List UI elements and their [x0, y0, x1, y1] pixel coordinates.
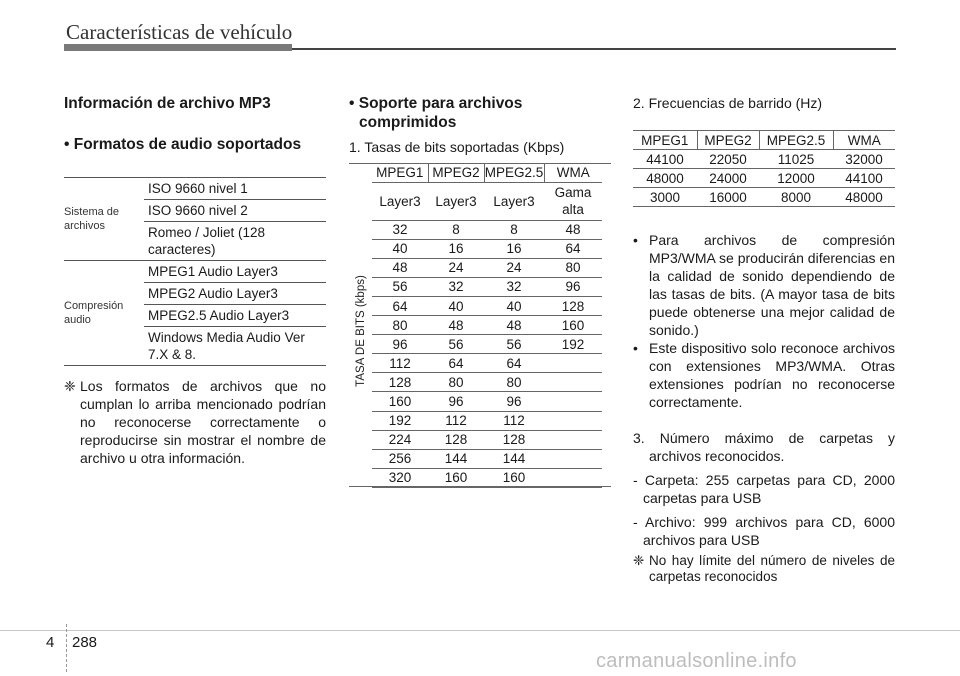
- watermark-text: carmanualsonline.info: [596, 650, 797, 672]
- table-cell: 96: [484, 392, 544, 411]
- table-cell: 224: [372, 430, 428, 449]
- table-cell: 24000: [697, 169, 759, 188]
- footer-rule: [0, 630, 960, 631]
- table-row: [372, 392, 602, 411]
- table-cell: MPEG2 Audio Layer3: [144, 283, 326, 305]
- bullet-mark: •: [633, 340, 638, 356]
- table-row: [633, 188, 895, 207]
- table-cell: Windows Media Audio Ver 7.X & 8.: [144, 327, 326, 366]
- page-number: 288: [72, 634, 98, 651]
- table-row: [372, 258, 602, 277]
- table-cell: [544, 392, 602, 411]
- right-item2: 2. Frecuencias de barrido (Hz): [633, 95, 823, 111]
- section-heading-cont: comprimidos: [359, 114, 457, 131]
- table-row: [372, 239, 602, 258]
- table-cell: 192: [372, 411, 428, 430]
- table-cell: 64: [484, 354, 544, 373]
- table-row: [372, 316, 602, 335]
- table-cell: 80: [428, 373, 484, 392]
- table-cell: ISO 9660 nivel 2: [144, 200, 326, 222]
- section-heading: • Soporte para archivos: [349, 95, 523, 112]
- table-cell: [544, 430, 602, 449]
- category-file-system: Sistema de archivos: [64, 178, 144, 261]
- table-cell: MPEG1 Audio Layer3: [144, 261, 326, 283]
- table-cell: 16: [484, 239, 544, 258]
- note-mark: ❈: [633, 553, 645, 568]
- table-cell: 160: [544, 316, 602, 335]
- table-cell: [544, 354, 602, 373]
- table-cell: 80: [372, 316, 428, 335]
- table-row: [633, 169, 895, 188]
- table-cell: 64: [372, 296, 428, 315]
- footer-divider: [66, 624, 67, 672]
- page-header-title: Características de vehículo: [66, 20, 293, 44]
- section-heading: Información de archivo MP3: [64, 95, 271, 112]
- table-cell: 96: [428, 392, 484, 411]
- table-cell: 192: [544, 335, 602, 354]
- table-cell: 40: [372, 239, 428, 258]
- table-row: [372, 468, 602, 487]
- side-label: TASA DE BITS (kbps): [355, 275, 367, 387]
- note-text: Los formatos de archivos que no cumplan lo arriba mencionado podrían no reconocerse correctamente o reproducirse sin mostrar el nombre de archivo u otra información.: [80, 378, 326, 466]
- table-cell: 56: [484, 335, 544, 354]
- table-cell: 32: [428, 277, 484, 296]
- table-cell: 112: [484, 411, 544, 430]
- column-header: MPEG2: [428, 163, 484, 182]
- table-cell: 128: [428, 430, 484, 449]
- table-subheader-row: [372, 182, 602, 220]
- table-cell: ISO 9660 nivel 1: [144, 178, 326, 200]
- table-cell: 64: [544, 239, 602, 258]
- table-row: [372, 411, 602, 430]
- table-rule: [349, 486, 611, 487]
- numbered-item: [633, 429, 895, 465]
- table-cell: 144: [428, 449, 484, 468]
- table-cell: 32: [372, 220, 428, 239]
- table-row: [633, 150, 895, 169]
- table-row: [372, 335, 602, 354]
- category-audio-compression: Compresión audio: [64, 261, 144, 366]
- table-cell: 80: [544, 258, 602, 277]
- table-row: [372, 354, 602, 373]
- column-subheader: Layer3: [372, 182, 428, 220]
- table-header-row: [372, 163, 602, 182]
- table-cell: 320: [372, 468, 428, 487]
- table-cell: 112: [372, 354, 428, 373]
- table-cell: [544, 449, 602, 468]
- table-row: [372, 296, 602, 315]
- column-subheader: Layer3: [428, 182, 484, 220]
- table-cell: 16: [428, 239, 484, 258]
- table-cell: 44100: [633, 150, 697, 169]
- column-header: WMA: [544, 163, 602, 182]
- table-cell: 128: [372, 373, 428, 392]
- table-cell: 80: [484, 373, 544, 392]
- table-cell: 48000: [633, 169, 697, 188]
- table-row: [372, 220, 602, 239]
- table-cell: [544, 373, 602, 392]
- table-cell: 128: [544, 296, 602, 315]
- table-cell: 8: [484, 220, 544, 239]
- table-cell: 40: [428, 296, 484, 315]
- table-cell: 48: [428, 316, 484, 335]
- table-cell: 64: [428, 354, 484, 373]
- table-cell: 48: [484, 316, 544, 335]
- table-header-row: [633, 131, 895, 150]
- table-cell: 112: [428, 411, 484, 430]
- table-cell: 22050: [697, 150, 759, 169]
- bullet-item: [633, 339, 895, 411]
- table-cell: 144: [484, 449, 544, 468]
- column-header: MPEG2: [697, 131, 759, 150]
- table-cell: 44100: [833, 169, 895, 188]
- table-row: [372, 430, 602, 449]
- left-column: [64, 94, 326, 154]
- table-cell: 56: [428, 335, 484, 354]
- table-row: [372, 373, 602, 392]
- column-header: MPEG1: [372, 163, 428, 182]
- table-cell: 48: [544, 220, 602, 239]
- numbered-text: 3. Número máximo de carpetas y archivos reconocidos.: [633, 430, 895, 464]
- bitrate-table-wrap: [349, 163, 602, 488]
- column-subheader: Gama alta: [544, 182, 602, 220]
- column-header: MPEG2.5: [484, 163, 544, 182]
- table-cell: 48000: [833, 188, 895, 207]
- table-cell: [544, 468, 602, 487]
- frequency-table: [633, 130, 895, 207]
- middle-column: [349, 94, 611, 156]
- header-rule: [292, 48, 896, 50]
- dash-item: - Carpeta: 255 carpetas para CD, 2000 carpetas para USB: [633, 472, 895, 506]
- table-cell: MPEG2.5 Audio Layer3: [144, 305, 326, 327]
- note-mark: ❈: [64, 378, 76, 394]
- table-cell: 11025: [759, 150, 833, 169]
- table-row: [372, 449, 602, 468]
- table-cell: 160: [428, 468, 484, 487]
- table-rule: [349, 163, 611, 164]
- table-cell: 56: [372, 277, 428, 296]
- bullet-mark: •: [633, 232, 638, 248]
- table-cell: 96: [544, 277, 602, 296]
- column-subheader: Layer3: [484, 182, 544, 220]
- bitrate-table-body: [372, 220, 602, 487]
- column-header: MPEG2.5: [759, 131, 833, 150]
- table-cell: Romeo / Joliet (128 caracteres): [144, 222, 326, 261]
- right-text-block: [633, 231, 895, 585]
- right-note: [633, 553, 895, 585]
- table-cell: 160: [484, 468, 544, 487]
- table-cell: 40: [484, 296, 544, 315]
- bullet-text: Para archivos de compresión MP3/WMA se producirán diferencias en la calidad de sonido dependiendo de las tasas de bits. (A mayor tasa de bits puede obtenerse una mejor calidad de sonido.): [649, 232, 895, 338]
- table-cell: 96: [372, 335, 428, 354]
- table-cell: 160: [372, 392, 428, 411]
- table-cell: 16000: [697, 188, 759, 207]
- table-cell: [544, 411, 602, 430]
- note-text: No hay límite del número de niveles de carpetas reconocidos: [649, 553, 895, 584]
- table-cell: 12000: [759, 169, 833, 188]
- bullet-item: [633, 231, 895, 339]
- table-cell: 8: [428, 220, 484, 239]
- table-row: [64, 178, 326, 200]
- table-cell: 128: [484, 430, 544, 449]
- table-row: [64, 261, 326, 283]
- audio-formats-table: [64, 177, 326, 366]
- dash-item: - Archivo: 999 archivos para CD, 6000 archivos para USB: [633, 514, 895, 548]
- left-note: [64, 377, 326, 467]
- subsection-heading: • Formatos de audio soportados: [64, 136, 302, 153]
- table-cell: 8000: [759, 188, 833, 207]
- bitrate-table: [372, 163, 602, 488]
- bullet-text: Este dispositivo solo reconoce archivos con extensiones MP3/WMA. Otras extensiones podrían no reconocerse correctamente.: [649, 340, 895, 410]
- column-header: MPEG1: [633, 131, 697, 150]
- header-accent-bar: [64, 44, 292, 51]
- column-header: WMA: [833, 131, 895, 150]
- table-cell: 32000: [833, 150, 895, 169]
- chapter-number: 4: [46, 634, 55, 651]
- table-cell: 24: [428, 258, 484, 277]
- table-cell: 256: [372, 449, 428, 468]
- list-item: 1. Tasas de bits soportadas (Kbps): [349, 139, 565, 155]
- table-row: [372, 277, 602, 296]
- table-cell: 32: [484, 277, 544, 296]
- frequency-table-body: [633, 150, 895, 207]
- table-cell: 48: [372, 258, 428, 277]
- table-cell: 24: [484, 258, 544, 277]
- table-cell: 3000: [633, 188, 697, 207]
